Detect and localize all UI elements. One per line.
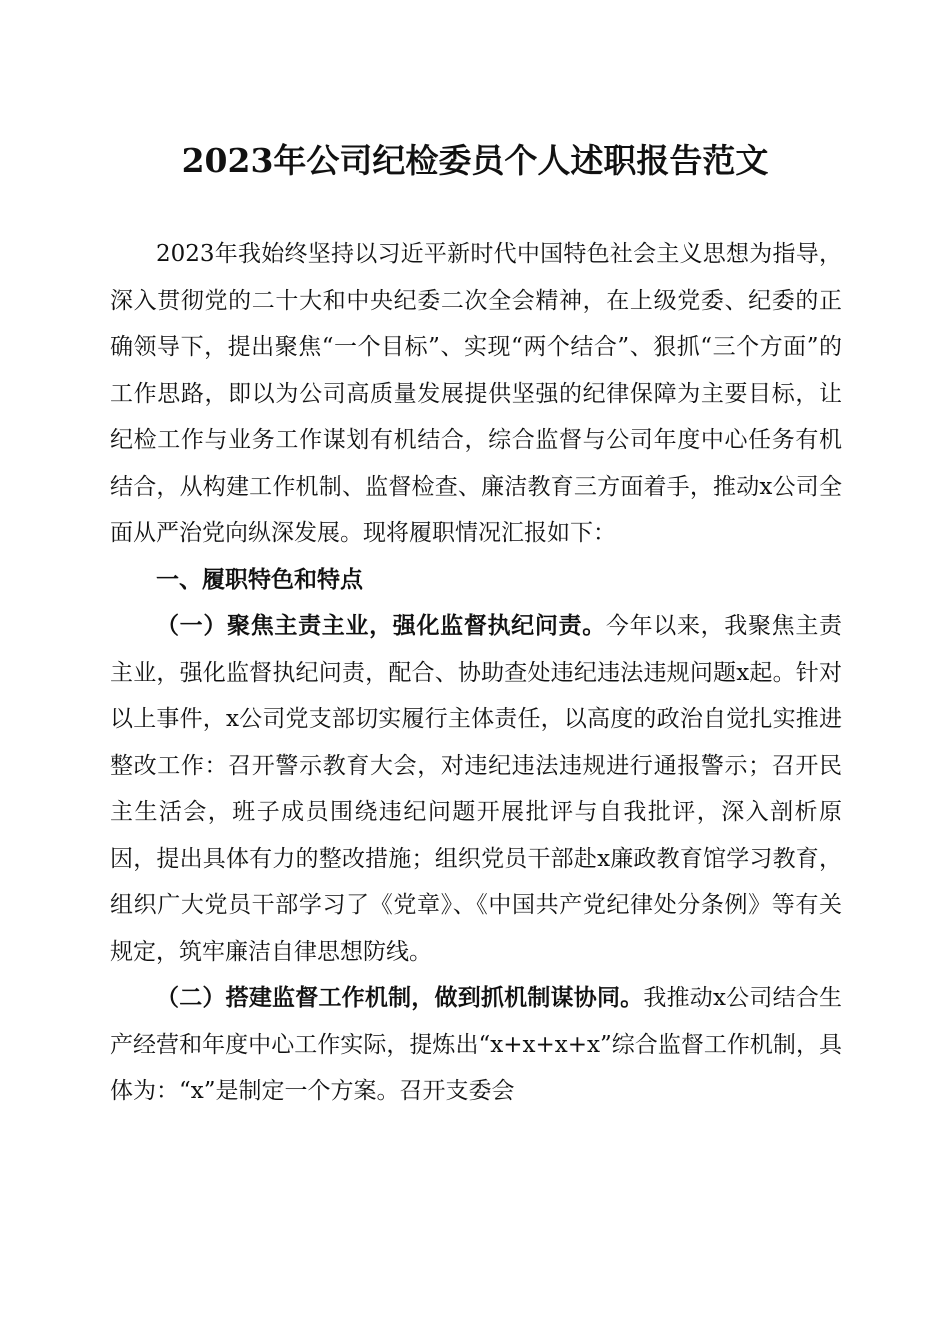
item-2-lead: （二）搭建监督工作机制，做到抓机制谋协同。 (156, 984, 644, 1011)
intro-paragraph: 2023年我始终坚持以习近平新时代中国特色社会主义思想为指导，深入贯彻党的二十大和中央纪委二次全会精神，在上级党委、纪委的正确领导下，提出聚焦“一个目标”、实现“两个结合”、狠抓“三个方面”的工作思路，即以为公司高质量发展提供坚强的纪律保障为主要目标，让纪检工作与业务工作谋划有机结合，综合监督与公司年度中心任务有机结合，从构建工作机制、监督检查、廉洁教育三方面着手，推动x公司全面从严治党向纵深发展。现将履职情况汇报如下： (110, 241, 842, 546)
document-body (110, 231, 842, 1115)
item-1-lead: （一）聚焦主责主业，强化监督执纪问责。 (156, 612, 606, 639)
document-title: 2023年公司纪检委员个人述职报告范文 (181, 141, 769, 180)
item-2-text: 我推动x公司结合生产经营和年度中心工作实际，提炼出“x+x+x+x”综合监督工作机制，具体为：“x”是制定一个方案。召开支委会 (110, 985, 842, 1104)
item-paragraph-2 (110, 975, 842, 1115)
item-1-text: 今年以来，我聚焦主责主业，强化监督执纪问责，配合、协助查处违纪违法违规问题x起。针对以上事件，x公司党支部切实履行主体责任，以高度的政治自觉扎实推进整改工作：召开警示教育大会，对违纪违法违规进行通报警示；召开民主生活会，班子成员围绕违纪问题开展批评与自我批评，深入剖析原因，提出具体有力的整改措施；组织党员干部赴x廉政教育馆学习教育，组织广大党员干部学习了《党章》、《中国共产党纪律处分条例》等有关规定，筑牢廉洁自律思想防线。 (110, 613, 843, 965)
item-paragraph-1 (110, 603, 842, 975)
section-heading-1: 一、履职特色和特点 (156, 566, 363, 593)
